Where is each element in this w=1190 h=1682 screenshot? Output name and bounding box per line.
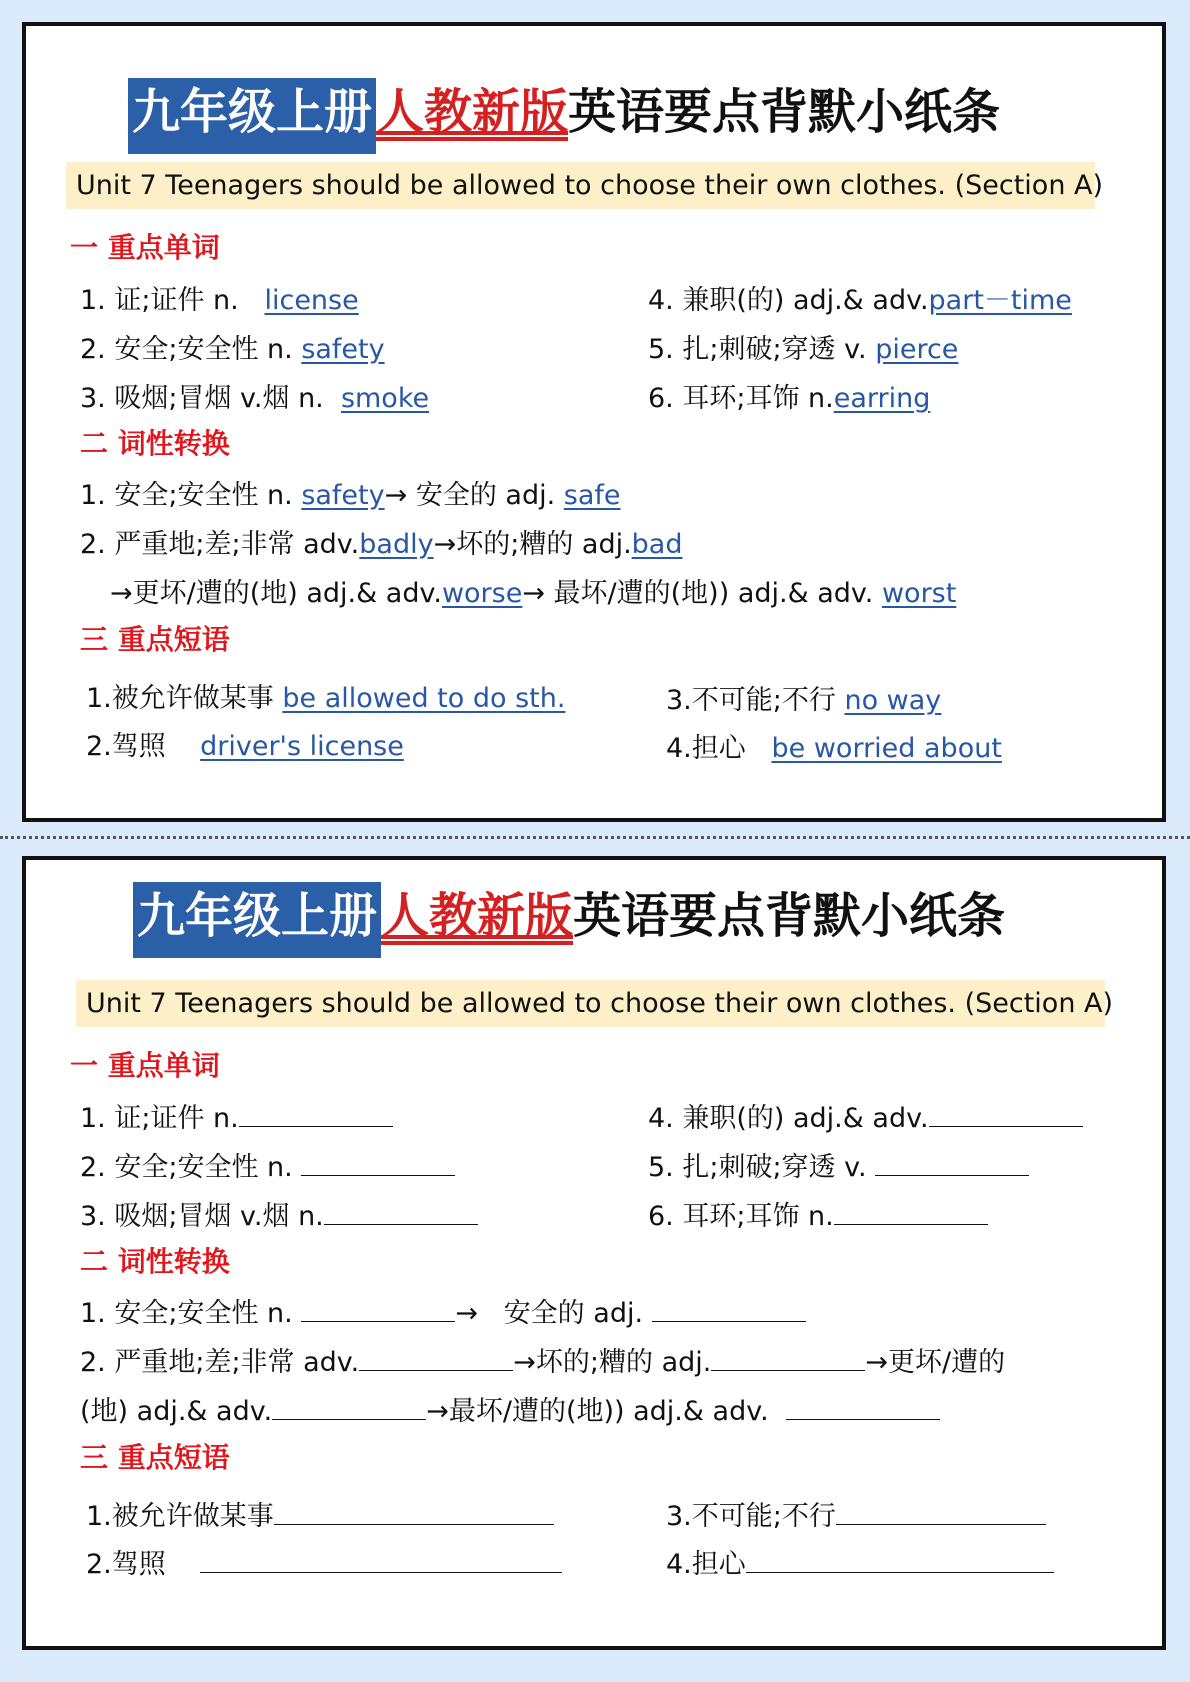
phrase-question: 3.不可能;不行 — [666, 1501, 836, 1532]
answer-blank[interactable] — [239, 1104, 393, 1127]
conversion-text: 1. 安全;安全性 n. — [80, 1298, 293, 1329]
conversion-text: →更坏/遭的(地) adj.& adv. — [110, 578, 442, 609]
vocab-answer: smoke — [340, 383, 430, 414]
vocab-answer: pierce — [875, 334, 959, 365]
vocab-item — [648, 1194, 988, 1233]
title-edition: 人教新版 — [381, 888, 574, 944]
conversion-text: →坏的;糟的 adj. — [513, 1347, 712, 1378]
vocab-answer: license — [264, 285, 359, 316]
answer-blank[interactable] — [200, 1550, 562, 1573]
section-word-forms: 二 词性转换 — [80, 427, 230, 460]
vocab-answer: part－time — [928, 285, 1072, 316]
conversion-item — [80, 473, 621, 512]
conversion-item — [110, 571, 956, 610]
vocab-answer: earring — [833, 383, 931, 414]
vocab-question: 5. 扎;刺破;穿透 v. — [648, 1152, 867, 1183]
section-phrases: 三 重点短语 — [80, 1441, 230, 1474]
phrase-question: 2.驾照 — [86, 1549, 166, 1580]
phrase-answer: be allowed to do sth. — [282, 683, 566, 714]
vocab-question: 6. 耳环;耳饰 n. — [648, 1201, 834, 1232]
cut-line — [0, 836, 1190, 839]
section-vocabulary: 一 重点单词 — [70, 231, 220, 264]
conversion-text: →坏的;糟的 adj. — [433, 529, 632, 560]
conversion-text: →更坏/遭的 — [865, 1347, 1006, 1378]
conversion-answer: safety — [301, 480, 385, 511]
answer-blank[interactable] — [836, 1502, 1046, 1525]
section-vocabulary: 一 重点单词 — [70, 1049, 220, 1082]
vocab-question: 6. 耳环;耳饰 n. — [648, 383, 834, 414]
title-grade: 九年级上册 — [133, 882, 381, 958]
answer-blank[interactable] — [272, 1397, 426, 1420]
title-edition: 人教新版 — [376, 84, 569, 140]
conversion-answer: badly — [359, 529, 434, 560]
vocab-question: 1. 证;证件 n. — [80, 285, 239, 316]
answer-blank[interactable] — [929, 1104, 1083, 1127]
title-subject: 英语要点背默小纸条 — [568, 84, 1001, 140]
title-subject: 英语要点背默小纸条 — [573, 888, 1006, 944]
answer-blank[interactable] — [834, 1202, 988, 1225]
phrase-question: 2.驾照 — [86, 731, 166, 762]
vocab-item — [648, 376, 930, 415]
phrase-item — [86, 724, 404, 763]
conversion-text: 2. 严重地;差;非常 adv. — [80, 529, 360, 560]
conversion-item — [80, 1340, 1005, 1379]
conversion-text: → 最坏/遭的(地)) adj.& adv. — [522, 578, 874, 609]
answer-blank[interactable] — [324, 1202, 478, 1225]
page-title — [133, 888, 1006, 944]
answer-blank[interactable] — [359, 1348, 513, 1371]
phrase-item — [86, 1542, 562, 1581]
phrase-question: 3.不可能;不行 — [666, 685, 836, 716]
answer-blank[interactable] — [274, 1502, 554, 1525]
vocab-question: 3. 吸烟;冒烟 v.烟 n. — [80, 1201, 324, 1232]
answer-blank[interactable] — [786, 1397, 940, 1420]
vocab-item — [80, 1145, 455, 1184]
conversion-answer: bad — [631, 529, 683, 560]
unit-title: Unit 7 Teenagers should be allowed to choose their own clothes. (Section A) — [76, 980, 1105, 1027]
vocab-item — [648, 1096, 1083, 1135]
vocab-item — [80, 376, 429, 415]
answer-blank[interactable] — [652, 1299, 806, 1322]
vocab-item — [80, 1194, 478, 1233]
conversion-text: → 安全的 adj. — [384, 480, 556, 511]
vocab-item — [80, 327, 385, 366]
phrase-item — [666, 726, 1002, 765]
conversion-item — [80, 1291, 806, 1330]
vocab-question: 4. 兼职(的) adj.& adv. — [648, 285, 929, 316]
vocab-answer: safety — [301, 334, 385, 365]
phrase-item — [666, 678, 941, 717]
phrase-item — [86, 1494, 554, 1533]
phrase-answer: no way — [844, 685, 942, 716]
conversion-answer: safe — [563, 480, 621, 511]
vocab-item — [648, 278, 1072, 317]
page-title — [128, 84, 1001, 140]
answer-blank[interactable] — [301, 1153, 455, 1176]
phrase-question: 1.被允许做某事 — [86, 1501, 274, 1532]
answer-blank[interactable] — [875, 1153, 1029, 1176]
vocab-item — [648, 327, 958, 366]
vocab-question: 5. 扎;刺破;穿透 v. — [648, 334, 867, 365]
conversion-text: 安全的 adj. — [503, 1298, 644, 1329]
title-grade: 九年级上册 — [128, 78, 376, 154]
conversion-text: →最坏/遭的(地)) adj.& adv. — [426, 1396, 769, 1427]
phrase-question: 4.担心 — [666, 1549, 746, 1580]
arrow-icon: → — [455, 1298, 478, 1329]
conversion-answer: worst — [881, 578, 957, 609]
phrase-question: 4.担心 — [666, 733, 746, 764]
answer-blank[interactable] — [301, 1299, 455, 1322]
conversion-text: 2. 严重地;差;非常 adv. — [80, 1347, 360, 1378]
phrase-answer: driver's license — [200, 731, 404, 762]
unit-title: Unit 7 Teenagers should be allowed to choose their own clothes. (Section A) — [66, 162, 1095, 209]
vocab-question: 4. 兼职(的) adj.& adv. — [648, 1103, 929, 1134]
conversion-item — [80, 522, 683, 561]
vocab-item — [80, 1096, 393, 1135]
conversion-answer: worse — [441, 578, 523, 609]
phrase-answer: be worried about — [771, 733, 1002, 764]
section-word-forms: 二 词性转换 — [80, 1245, 230, 1278]
conversion-text: 1. 安全;安全性 n. — [80, 480, 293, 511]
vocab-item — [80, 278, 359, 317]
section-phrases: 三 重点短语 — [80, 623, 230, 656]
conversion-text: (地) adj.& adv. — [80, 1396, 273, 1427]
phrase-item — [666, 1542, 1054, 1581]
phrase-item — [666, 1494, 1046, 1533]
vocab-item — [648, 1145, 1029, 1184]
answer-blank[interactable] — [746, 1550, 1054, 1573]
vocab-question: 2. 安全;安全性 n. — [80, 1152, 293, 1183]
answer-blank[interactable] — [711, 1348, 865, 1371]
conversion-item — [80, 1389, 940, 1428]
phrase-item — [86, 676, 565, 715]
vocab-question: 3. 吸烟;冒烟 v.烟 n. — [80, 383, 324, 414]
vocab-question: 2. 安全;安全性 n. — [80, 334, 293, 365]
vocab-question: 1. 证;证件 n. — [80, 1103, 239, 1134]
phrase-question: 1.被允许做某事 — [86, 683, 274, 714]
